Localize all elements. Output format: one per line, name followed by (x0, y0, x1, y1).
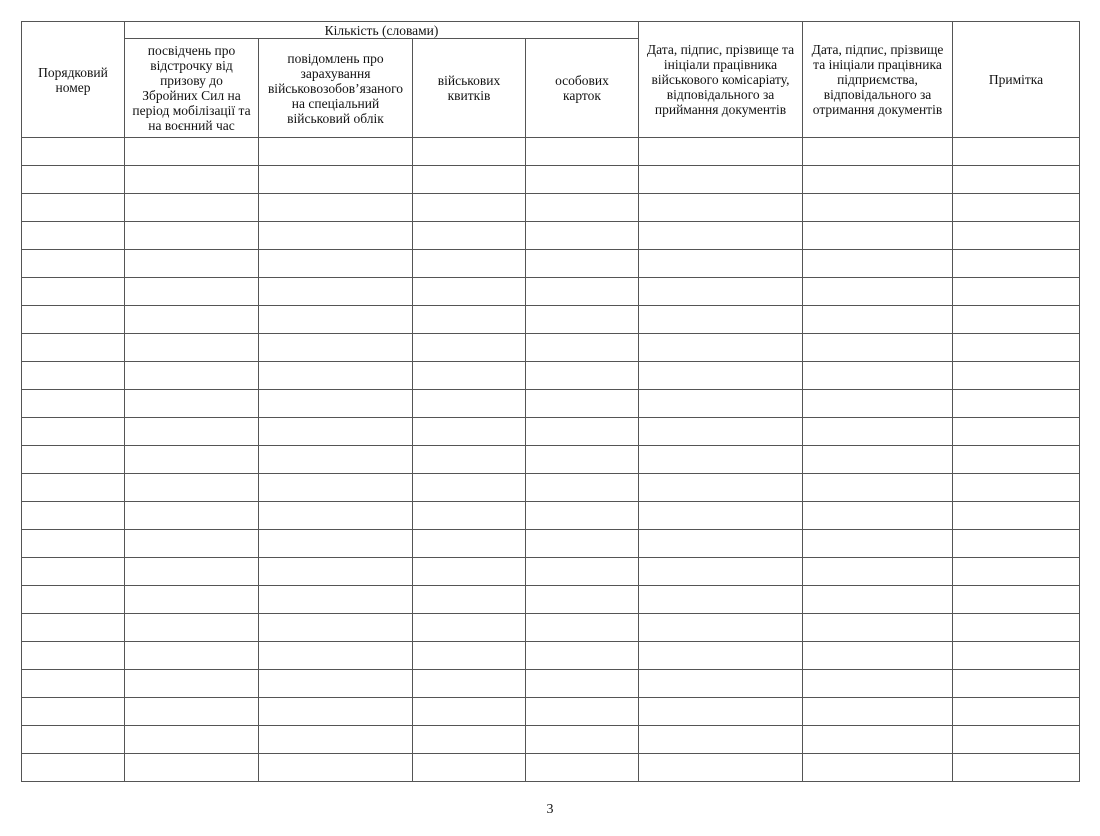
table-cell[interactable] (639, 222, 803, 250)
table-cell[interactable] (413, 194, 526, 222)
table-cell[interactable] (639, 390, 803, 418)
table-cell[interactable] (125, 474, 259, 502)
table-cell[interactable] (22, 362, 125, 390)
table-cell[interactable] (259, 754, 413, 782)
table-cell[interactable] (526, 194, 639, 222)
table-cell[interactable] (953, 698, 1080, 726)
table-cell[interactable] (413, 726, 526, 754)
table-cell[interactable] (125, 390, 259, 418)
table-cell[interactable] (125, 250, 259, 278)
table-row (22, 390, 1080, 418)
table-cell[interactable] (259, 698, 413, 726)
table-cell[interactable] (526, 614, 639, 642)
table-cell[interactable] (413, 530, 526, 558)
table-cell[interactable] (803, 614, 953, 642)
table-cell[interactable] (639, 754, 803, 782)
table-cell[interactable] (259, 530, 413, 558)
table-cell[interactable] (413, 138, 526, 166)
table-cell[interactable] (125, 306, 259, 334)
table-cell[interactable] (953, 474, 1080, 502)
table-cell[interactable] (22, 642, 125, 670)
table-cell[interactable] (125, 194, 259, 222)
table-cell[interactable] (953, 194, 1080, 222)
table-cell[interactable] (259, 278, 413, 306)
table-cell[interactable] (803, 446, 953, 474)
table-cell[interactable] (803, 138, 953, 166)
table-cell[interactable] (953, 558, 1080, 586)
table-cell[interactable] (413, 334, 526, 362)
table-cell[interactable] (259, 194, 413, 222)
table-row (22, 474, 1080, 502)
table-cell[interactable] (22, 278, 125, 306)
table-cell[interactable] (953, 670, 1080, 698)
table-cell[interactable] (526, 166, 639, 194)
table-cell[interactable] (526, 642, 639, 670)
table-cell[interactable] (526, 390, 639, 418)
table-cell[interactable] (526, 502, 639, 530)
table-cell[interactable] (639, 502, 803, 530)
table-cell[interactable] (125, 446, 259, 474)
table-row (22, 642, 1080, 670)
table-cell[interactable] (259, 222, 413, 250)
header-quantity-group: Кількість (словами) (125, 22, 639, 39)
table-cell[interactable] (413, 474, 526, 502)
table-cell[interactable] (639, 334, 803, 362)
table-cell[interactable] (22, 754, 125, 782)
table-cell[interactable] (22, 670, 125, 698)
table-row (22, 502, 1080, 530)
table-cell[interactable] (125, 334, 259, 362)
table-cell[interactable] (953, 502, 1080, 530)
table-cell[interactable] (413, 418, 526, 446)
table-cell[interactable] (22, 586, 125, 614)
table-cell[interactable] (22, 166, 125, 194)
table-cell[interactable] (413, 642, 526, 670)
table-cell[interactable] (413, 166, 526, 194)
table-cell[interactable] (953, 614, 1080, 642)
table-row (22, 586, 1080, 614)
table-cell[interactable] (639, 166, 803, 194)
table-cell[interactable] (22, 530, 125, 558)
table-cell[interactable] (639, 614, 803, 642)
table-cell[interactable] (526, 418, 639, 446)
table-cell[interactable] (125, 698, 259, 726)
table-cell[interactable] (259, 446, 413, 474)
table-cell[interactable] (259, 670, 413, 698)
table-cell[interactable] (526, 726, 639, 754)
table-cell[interactable] (259, 586, 413, 614)
table-row (22, 726, 1080, 754)
table-cell[interactable] (639, 474, 803, 502)
table-cell[interactable] (953, 390, 1080, 418)
table-row (22, 754, 1080, 782)
table-cell[interactable] (953, 362, 1080, 390)
table-cell[interactable] (22, 194, 125, 222)
table-cell[interactable] (259, 418, 413, 446)
table-cell[interactable] (953, 334, 1080, 362)
table-cell[interactable] (953, 726, 1080, 754)
table-cell[interactable] (22, 250, 125, 278)
table-cell[interactable] (413, 754, 526, 782)
table-cell[interactable] (259, 250, 413, 278)
table-cell[interactable] (803, 530, 953, 558)
table-cell[interactable] (413, 390, 526, 418)
table-cell[interactable] (526, 334, 639, 362)
table-cell[interactable] (639, 698, 803, 726)
table-cell[interactable] (639, 250, 803, 278)
table-cell[interactable] (639, 418, 803, 446)
transfer-register-table (21, 21, 1080, 782)
table-cell[interactable] (413, 446, 526, 474)
table-cell[interactable] (526, 138, 639, 166)
table-cell[interactable] (125, 222, 259, 250)
table-row (22, 334, 1080, 362)
table-row (22, 446, 1080, 474)
table-cell[interactable] (526, 754, 639, 782)
table-cell[interactable] (803, 698, 953, 726)
table-cell[interactable] (953, 222, 1080, 250)
header-military-tickets: військових квитків (413, 39, 526, 138)
table-cell[interactable] (639, 138, 803, 166)
table-cell[interactable] (413, 614, 526, 642)
table-cell[interactable] (953, 530, 1080, 558)
table-cell[interactable] (953, 586, 1080, 614)
page-number: 3 (546, 802, 554, 817)
table-cell[interactable] (413, 558, 526, 586)
table-cell[interactable] (259, 726, 413, 754)
table-cell[interactable] (22, 390, 125, 418)
table-cell[interactable] (259, 390, 413, 418)
table-cell[interactable] (22, 418, 125, 446)
header-personal-cards: особових карток (526, 39, 639, 138)
table-cell[interactable] (259, 166, 413, 194)
table-cell[interactable] (413, 362, 526, 390)
table-cell[interactable] (22, 138, 125, 166)
table-cell[interactable] (526, 586, 639, 614)
table-cell[interactable] (639, 278, 803, 306)
table-cell[interactable] (22, 334, 125, 362)
table-cell[interactable] (803, 502, 953, 530)
header-enterprise-signature: Дата, підпис, прізвище та ініціали працівника підприємства, відповідального за отримання документів (803, 22, 953, 138)
table-row (22, 418, 1080, 446)
table-cell[interactable] (259, 502, 413, 530)
table-cell[interactable] (803, 642, 953, 670)
table-cell[interactable] (125, 726, 259, 754)
table-cell[interactable] (22, 726, 125, 754)
table-cell[interactable] (803, 390, 953, 418)
table-row (22, 222, 1080, 250)
table-cell[interactable] (413, 586, 526, 614)
header-notes: Примітка (953, 22, 1080, 138)
table-row (22, 138, 1080, 166)
table-cell[interactable] (639, 446, 803, 474)
table-cell[interactable] (639, 306, 803, 334)
table-cell[interactable] (953, 642, 1080, 670)
header-row-number: Порядковий номер (22, 22, 125, 138)
table-row (22, 362, 1080, 390)
table-cell[interactable] (803, 558, 953, 586)
table-cell[interactable] (125, 670, 259, 698)
table-cell[interactable] (953, 306, 1080, 334)
table-cell[interactable] (259, 334, 413, 362)
table-cell[interactable] (803, 362, 953, 390)
table-cell[interactable] (22, 446, 125, 474)
table-cell[interactable] (413, 502, 526, 530)
table-cell[interactable] (125, 362, 259, 390)
table-cell[interactable] (413, 306, 526, 334)
header-commissariat-signature: Дата, підпис, прізвище та ініціали працівника військового комісаріату, відповідального за приймання документів (639, 22, 803, 138)
table-cell[interactable] (639, 586, 803, 614)
table-row (22, 670, 1080, 698)
table-cell[interactable] (259, 558, 413, 586)
table-cell[interactable] (22, 558, 125, 586)
table-cell[interactable] (22, 474, 125, 502)
table-cell[interactable] (803, 250, 953, 278)
table-cell[interactable] (803, 726, 953, 754)
table-cell[interactable] (639, 670, 803, 698)
table-cell[interactable] (953, 278, 1080, 306)
table-cell[interactable] (125, 586, 259, 614)
table-cell[interactable] (803, 334, 953, 362)
table-cell[interactable] (22, 698, 125, 726)
table-cell[interactable] (803, 222, 953, 250)
table-cell[interactable] (526, 558, 639, 586)
table-cell[interactable] (125, 530, 259, 558)
table-cell[interactable] (22, 222, 125, 250)
table-cell[interactable] (639, 362, 803, 390)
table-cell[interactable] (639, 726, 803, 754)
table-cell[interactable] (413, 278, 526, 306)
table-cell[interactable] (22, 306, 125, 334)
table-cell[interactable] (953, 754, 1080, 782)
table-cell[interactable] (803, 670, 953, 698)
table-row (22, 166, 1080, 194)
table-cell[interactable] (413, 250, 526, 278)
table-cell[interactable] (803, 586, 953, 614)
table-cell[interactable] (125, 418, 259, 446)
table-cell[interactable] (125, 754, 259, 782)
table-cell[interactable] (259, 642, 413, 670)
table-cell[interactable] (259, 362, 413, 390)
table-cell[interactable] (526, 362, 639, 390)
table-row (22, 250, 1080, 278)
table-cell[interactable] (803, 194, 953, 222)
table-cell[interactable] (526, 222, 639, 250)
table-cell[interactable] (125, 166, 259, 194)
table-cell[interactable] (526, 530, 639, 558)
table-cell[interactable] (125, 138, 259, 166)
table-cell[interactable] (953, 418, 1080, 446)
header-special-registration-notices: повідомлень про зарахування військовозобов’язаного на спеціальний військовий облік (259, 39, 413, 138)
table-row (22, 278, 1080, 306)
table-row (22, 558, 1080, 586)
table-cell[interactable] (125, 642, 259, 670)
table-row (22, 614, 1080, 642)
table-cell[interactable] (259, 138, 413, 166)
table-cell[interactable] (413, 670, 526, 698)
table-cell[interactable] (953, 138, 1080, 166)
table-cell[interactable] (526, 446, 639, 474)
table-cell[interactable] (803, 166, 953, 194)
table-cell[interactable] (803, 474, 953, 502)
table-cell[interactable] (125, 614, 259, 642)
table-cell[interactable] (639, 194, 803, 222)
table-row (22, 530, 1080, 558)
table-cell[interactable] (953, 166, 1080, 194)
table-cell[interactable] (259, 614, 413, 642)
table-cell[interactable] (803, 278, 953, 306)
table-cell[interactable] (526, 306, 639, 334)
table-cell[interactable] (526, 698, 639, 726)
table-cell[interactable] (639, 530, 803, 558)
table-cell[interactable] (22, 502, 125, 530)
table-cell[interactable] (803, 418, 953, 446)
table-cell[interactable] (526, 474, 639, 502)
table-cell[interactable] (639, 642, 803, 670)
table-cell[interactable] (125, 278, 259, 306)
table-cell[interactable] (803, 306, 953, 334)
table-cell[interactable] (526, 670, 639, 698)
table-cell[interactable] (803, 754, 953, 782)
table-body (22, 138, 1080, 782)
table-cell[interactable] (259, 306, 413, 334)
table-cell[interactable] (526, 250, 639, 278)
table-cell[interactable] (125, 502, 259, 530)
table-row (22, 306, 1080, 334)
table-cell[interactable] (953, 250, 1080, 278)
table-row (22, 698, 1080, 726)
table-cell[interactable] (413, 698, 526, 726)
table-cell[interactable] (259, 474, 413, 502)
table-cell[interactable] (639, 558, 803, 586)
table-cell[interactable] (953, 446, 1080, 474)
table-cell[interactable] (125, 558, 259, 586)
table-cell[interactable] (22, 614, 125, 642)
table-row (22, 194, 1080, 222)
header-deferment-certificates: посвідчень про відстрочку від призову до Збройних Сил на період мобілізації та на воєнний час (125, 39, 259, 138)
table-cell[interactable] (413, 222, 526, 250)
table-cell[interactable] (526, 278, 639, 306)
